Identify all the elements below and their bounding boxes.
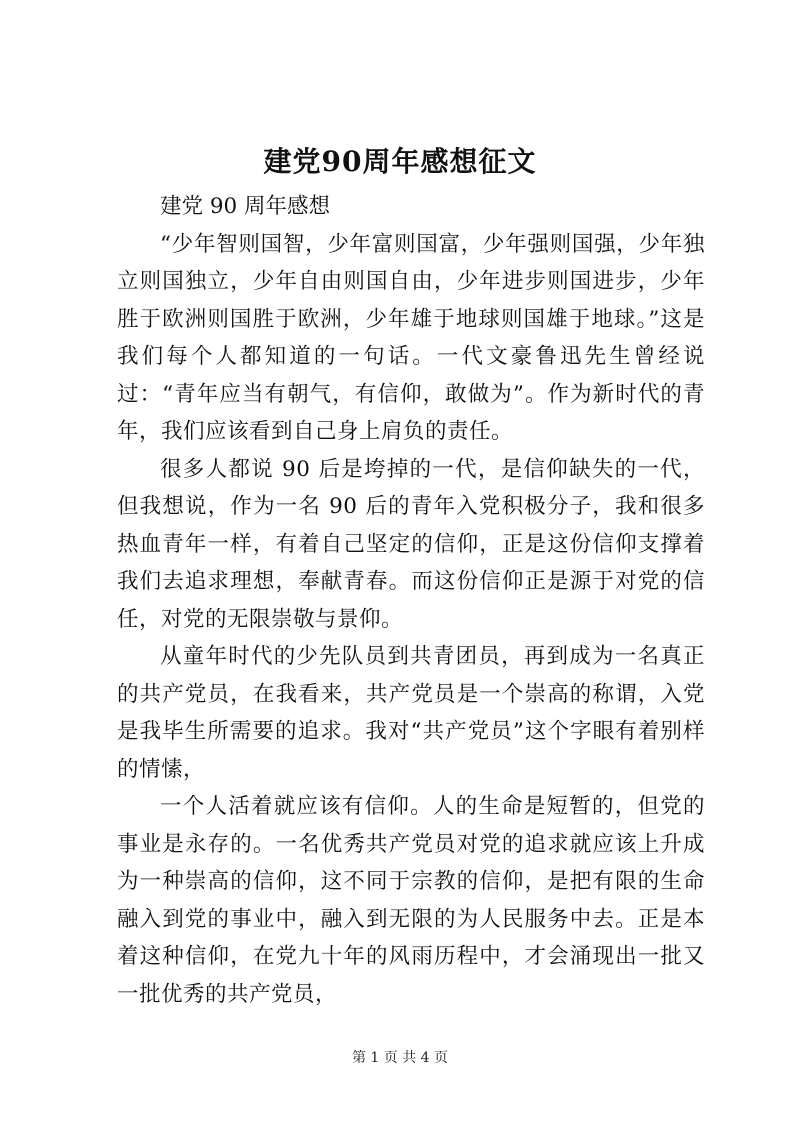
document-subtitle: 建党 90 周年感想 bbox=[160, 194, 331, 219]
paragraph-2: 很多人都说 90 后是垮掉的一代，是信仰缺失的一代，但我想说，作为一名 90 后的青年入党积极分子，我和很多热血青年一样，有着自己坚定的信仰，正是这份信仰支撑着我们去追求理想，奉献青春。而这份信仰正是源于对党的信任，对党的无限崇敬与景仰。 bbox=[117, 456, 705, 632]
paragraph-1: “少年智则国智，少年富则国富，少年强则国强，少年独立则国独立，少年自由则国自由，少年进步则国进步，少年胜于欧洲则国胜于欧洲，少年雄于地球则国雄于地球。”这是我们每个人都知道的一句话。一代文豪鲁迅先生曾经说过：“青年应当有朝气，有信仰，敢做为”。作为新时代的青年，我们应该看到自己身上肩负的责任。 bbox=[117, 231, 705, 444]
document-title: 建党90周年感想征文 bbox=[263, 145, 537, 178]
document-body bbox=[117, 188, 705, 1013]
paragraph-4: 一个人活着就应该有信仰。人的生命是短暂的，但党的事业是永存的。一名优秀共产党员对党的追求就应该上升成为一种崇高的信仰，这不同于宗教的信仰，是把有限的生命融入到党的事业中，融入到无限的为人民服务中去。正是本着这种信仰，在党九十年的风雨历程中，才会涌现出一批又一批优秀的共产党员， bbox=[117, 794, 705, 1007]
page-footer: 第 1 页 共 4 页 bbox=[351, 1050, 449, 1066]
paragraph-3: 从童年时代的少先队员到共青团员，再到成为一名真正的共产党员，在我看来，共产党员是一个崇高的称谓，入党是我毕生所需要的追求。我对“共产党员”这个字眼有着别样的情愫， bbox=[117, 644, 705, 782]
